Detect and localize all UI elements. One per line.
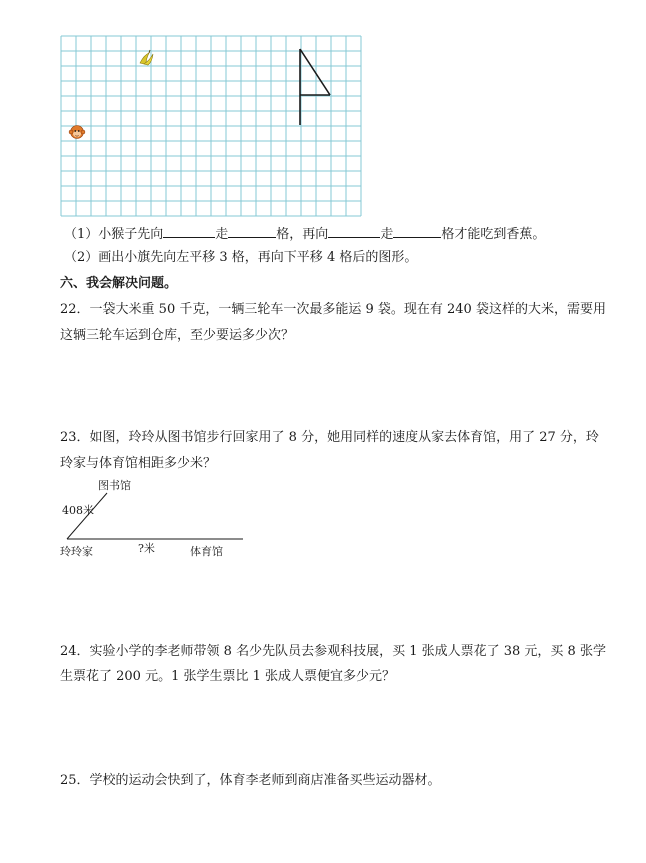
library-label: 图书馆 [98,479,131,492]
question-22-line-1: 22．一袋大米重 50 千克，一辆三轮车一次最多能运 9 袋。现在有 240 袋这样的大米，需要用 [60,302,606,317]
q1-prefix: （1）小猴子先向 [64,227,164,242]
grid-count-blank-2[interactable] [393,225,441,238]
q1-walk1: 走 [215,227,229,242]
direction-blank-2[interactable] [328,225,380,238]
question-24-line-2: 生票花了 200 元。1 张学生票比 1 张成人票便宜多少元？ [60,669,396,684]
monkey-icon [69,126,85,139]
q1-suffix: 格才能吃到香蕉。 [441,227,546,242]
flag-shape [300,49,330,125]
grid-question-1 [64,225,545,243]
question-25-line-1: 25．学校的运动会快到了，体育李老师到商店准备买些运动器材。 [60,773,441,788]
grid-figure [60,35,362,217]
q1-grid1: 格，再向 [276,227,329,242]
known-distance-label: 408米 [62,504,94,517]
grid-lines [61,36,361,216]
direction-blank-1[interactable] [163,225,215,238]
question-23-line-1: 23．如图，玲玲从图书馆步行回家用了 8 分，她用同样的速度从家去体育馆，用了 27 分，玲 [60,430,599,445]
grid-count-blank-1[interactable] [228,225,276,238]
home-label: 玲玲家 [60,545,93,558]
grid-svg [60,35,362,217]
question-23-line-2: 玲家与体育馆相距多少米？ [60,456,217,471]
section-title: 六、我会解决问题。 [60,276,178,291]
grid-question-2: （2）画出小旗先向左平移 3 格，再向下平移 4 格后的图形。 [64,250,418,265]
question-24-line-1: 24．实验小学的李老师带领 8 名少先队员去参观科技展，买 1 张成人票花了 38 元，买 8 张学 [60,644,606,659]
q1-walk2: 走 [380,227,394,242]
unknown-distance-label: ?米 [138,542,155,555]
question-22-line-2: 这辆三轮车运到仓库，至少要运多少次？ [60,328,295,343]
gym-label: 体育馆 [190,545,223,558]
